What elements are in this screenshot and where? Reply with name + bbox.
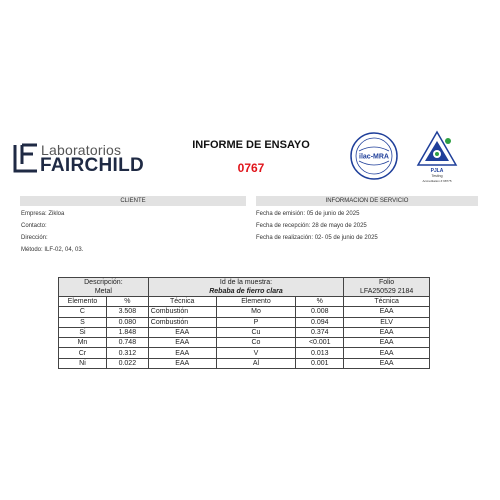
table-cell: 0.022 [106,358,148,368]
table-cell: EAA [148,348,216,358]
sample-id-label: Id de la muestra: [219,279,273,286]
descripcion-cell [59,278,149,297]
client-contacto: Contacto: [21,223,47,229]
table-cell: 0.013 [296,348,344,358]
table-cell: ELV [344,317,430,327]
table-cell: <0.001 [296,338,344,348]
table-cell: Al [216,358,296,368]
table-cell: EAA [148,358,216,368]
table-header-row [59,278,430,297]
column-header: % [106,297,148,307]
report-number: 0767 [237,161,265,175]
column-header: Técnica [148,297,216,307]
table-cell: 0.094 [296,317,344,327]
table-cell: Mo [216,307,296,317]
sample-id-value: Rebaba de fierro clara [209,288,283,295]
table-cell: 0.001 [296,358,344,368]
service-fecha-realizacion: Fecha de realización: 02- 05 de junio de 2025 [256,235,378,241]
table-row [59,358,430,368]
table-cell: P [216,317,296,327]
table-row [59,317,430,327]
sample-id-cell [148,278,343,297]
pjla-accreditation-text: Accreditation # 98775 [422,179,452,183]
table-cell: 0.374 [296,327,344,337]
table-cell: Combustión [148,307,216,317]
folio-cell [344,278,430,297]
pjla-accreditation-seal-icon [415,129,459,185]
table-cell: EAA [344,338,430,348]
table-row [59,348,430,358]
table-cell: Combustión [148,317,216,327]
column-header: Elemento [59,297,107,307]
client-direccion: Dirección: [21,235,48,241]
table-cell: EAA [344,327,430,337]
table-row [59,338,430,348]
table-cell: EAA [148,338,216,348]
logo-text-fairchild: FAIRCHILD [40,155,145,176]
ilac-text: ilac-MRA [359,153,389,161]
table-cell: Si [59,327,107,337]
folio-value: LFA250529 2184 [359,288,414,295]
folio-label: Folio [379,279,395,286]
descripcion-label: Descripción: [84,279,123,286]
client-heading: CLIENTE [20,196,246,206]
table-row [59,327,430,337]
table-cell: 3.508 [106,307,148,317]
column-header: Técnica [344,297,430,307]
table-cell: EAA [344,307,430,317]
descripcion-value: Metal [94,288,112,295]
table-cell: Mn [59,338,107,348]
table-cell: Co [216,338,296,348]
ilac-mra-seal-icon [349,131,399,181]
table-cell: EAA [148,327,216,337]
table-cell: EAA [344,358,430,368]
service-fecha-recepcion: Fecha de recepción: 28 de mayo de 2025 [256,223,367,229]
table-cell: C [59,307,107,317]
table-cell: Ni [59,358,107,368]
pjla-text: PJLA [430,168,444,174]
table-cell: Cr [59,348,107,358]
table-cell: 0.312 [106,348,148,358]
service-heading: INFORMACION DE SERVICIO [256,196,478,206]
table-cell: S [59,317,107,327]
service-fecha-emision: Fecha de emisión: 05 de junio de 2025 [256,211,360,217]
table-cell: 0.008 [296,307,344,317]
fairchild-logo-mark-icon [13,142,39,174]
client-empresa: Empresa: Zikloa [21,211,65,217]
table-row [59,307,430,317]
logo-text-laboratorios: Laboratorios [41,142,122,158]
column-header: Elemento [216,297,296,307]
table-cell: 0.080 [106,317,148,327]
lab-logo [13,140,153,176]
table-cell: EAA [344,348,430,358]
table-cell: 1.848 [106,327,148,337]
column-header: % [296,297,344,307]
table-cell: 0.748 [106,338,148,348]
results-table [58,277,430,369]
column-header-row [59,297,430,307]
table-cell: V [216,348,296,358]
pjla-sub-text: Testing [431,174,443,178]
client-metodo: Método: ILF-02, 04, 03. [21,247,84,253]
table-cell: Cu [216,327,296,337]
report-title: INFORME DE ENSAYO [192,139,310,151]
